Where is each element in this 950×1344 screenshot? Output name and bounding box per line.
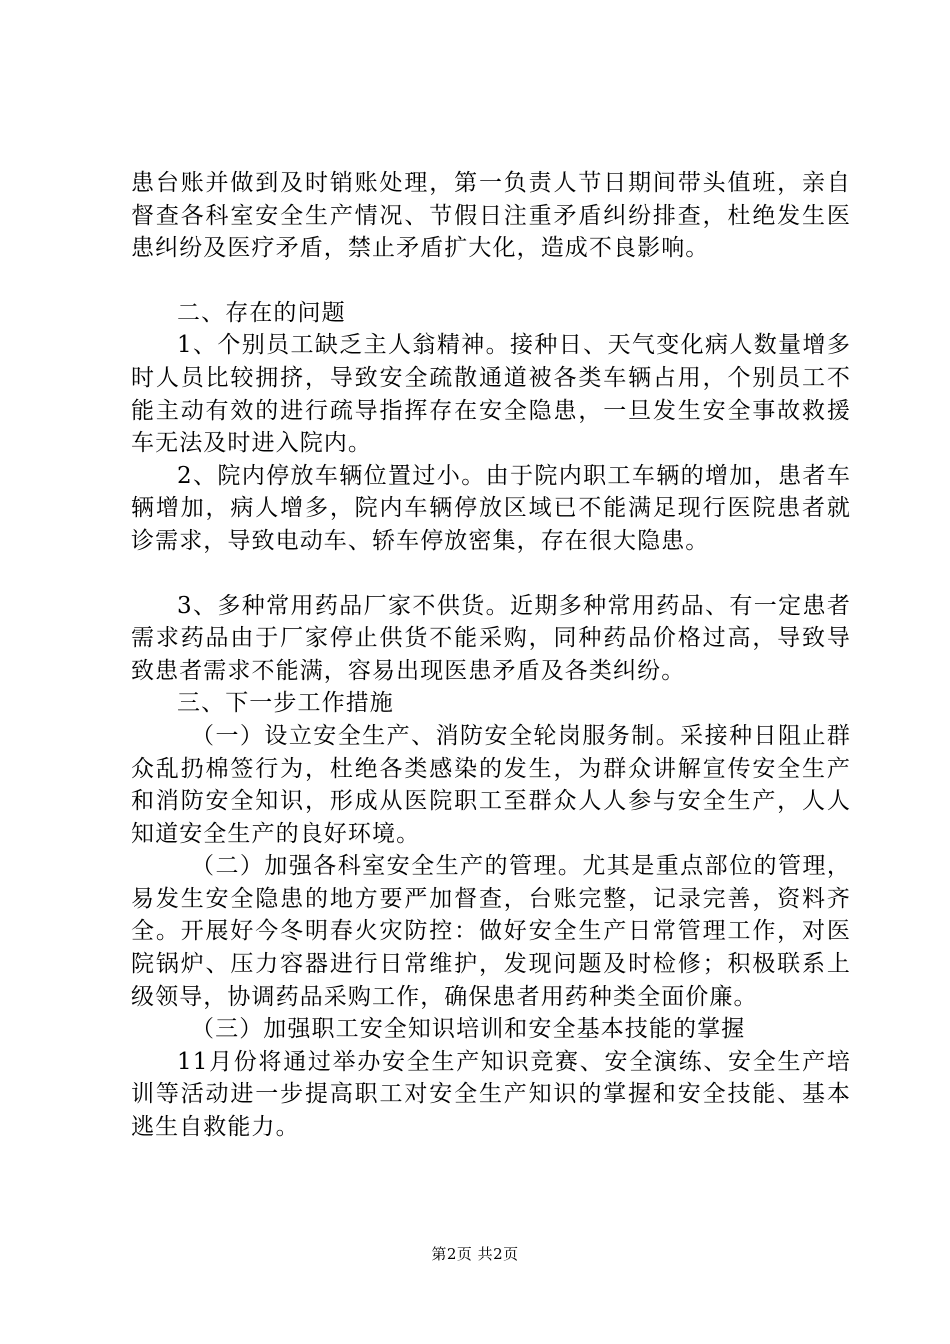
- paragraph-measure-2: （二）加强各科室安全生产的管理。尤其是重点部位的管理，易发生安全隐患的地方要严加督查，台账完整，记录完善，资料齐全。开展好今冬明春火灾防控：做好安全生产日常管理工作，对医院锅炉、压力容器进行日常维护，发现问题及时检修；积极联系上级领导，协调药品采购工作，确保患者用药种类全面价廉。: [131, 853, 851, 1010]
- paragraph-spacer: [131, 558, 851, 590]
- paragraph-problem-1: 1、个别员工缺乏主人翁精神。接种日、天气变化病人数量增多时人员比较拥挤，导致安全疏散通道被各类车辆占用，个别员工不能主动有效的进行疏导指挥存在安全隐患，一旦发生安全事故救援车无法及时进入院内。: [131, 332, 851, 457]
- paragraph-problem-2: 2、院内停放车辆位置过小。由于院内职工车辆的增加，患者车辆增加，病人增多，院内车辆停放区域已不能满足现行医院患者就诊需求，导致电动车、轿车停放密集，存在很大隐患。: [131, 462, 851, 554]
- paragraph-problem-3: 3、多种常用药品厂家不供货。近期多种常用药品、有一定患者需求药品由于厂家停止供货不能采购，同种药品价格过高，导致导致患者需求不能满，容易出现医患矛盾及各类纠纷。: [131, 592, 851, 684]
- paragraph-continuation: 患台账并做到及时销账处理，第一负责人节日期间带头值班，亲自督查各科室安全生产情况、节假日注重矛盾纠纷排查，杜绝发生医患纠纷及医疗矛盾，禁止矛盾扩大化，造成不良影响。: [131, 170, 851, 262]
- paragraph-measure-3: 11月份将通过举办安全生产知识竞赛、安全演练、安全生产培训等活动进一步提高职工对安全生产知识的掌握和安全技能、基本逃生自救能力。: [131, 1048, 851, 1141]
- document-body: [131, 167, 851, 1144]
- section-heading-next-steps: 三、下一步工作措施: [177, 690, 394, 717]
- section-heading-problems: 二、存在的问题: [177, 299, 346, 326]
- paragraph-measure-3-heading: （三）加强职工安全知识培训和安全基本技能的掌握: [191, 1016, 746, 1043]
- page-number-footer: 第2页 共2页: [431, 1245, 519, 1263]
- paragraph-measure-1: （一）设立安全生产、消防安全轮岗服务制。采接种日阻止群众乱扔棉签行为，杜绝各类感染的发生，为群众讲解宣传安全生产和消防安全知识，形成从医院职工至群众人人参与安全生产，人人知道安全生产的良好环境。: [131, 722, 851, 847]
- paragraph-spacer: [131, 265, 851, 297]
